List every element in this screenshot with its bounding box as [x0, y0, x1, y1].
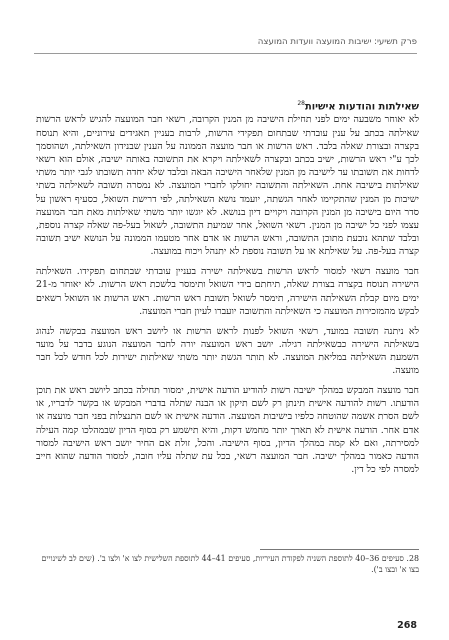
- paragraph-personal-statement: חבר מועצה המבקש במהלך ישיבה רשות להודיע הודעה אישית, ימסור תחילה בכתב ליושב ראש את תוכן הודעתו. רשות להודעה אישית תינתן רק לשם תיקון או הבנה שתלה בדברי המבקש או בקשר לדבריו, או לשם הסרת אשמה שהוטחה כלפיו בישיבות המועצה. הודעה אישית או לשם התנצלות בפני חבר מועצה או אדם אחר. הודעה אישית לא תארך יותר מחמש דקות, והיא תישמע רק בסוף הדיון שבמהלכו קמה העילה למסירתה, ואם לא קמה במהלך הדיון, בסוף הישיבה. והכל, זולת אם החיר יושב ראש הישיבה למסור הודעה כאמור במהלך ישיבה. חבר המועצה רשאי, בכל עת שתלה עליו חובה, למסור הודעה שהוא חייב למסרה לפי כל דין.: [36, 384, 419, 476]
- page-number: 268: [397, 620, 417, 631]
- header-rule: [34, 53, 417, 54]
- section-title-text: שאילתות והודעות אישיות: [304, 101, 419, 113]
- paragraph-no-answer: לא ניתנה תשובה במועד, רשאי השואל לפנות לראש הרשות או ליושב ראש המועצה בבקשה לנהוג בשאילתה הישירה כבשאילתה רגילה. יושב ראש המועצה יורה לחבר המועצה הנוגע בדבר על מועד השמעת השאילתה במליאת המועצה. לא תותר הגשת יותר משתי שאילתות ישירות לכל חודש לכל חבר מועצה.: [36, 325, 419, 377]
- page-body: [36, 97, 419, 476]
- footnote-rule: [260, 549, 419, 550]
- footnote-text: סעיפים 36–40 לתוספת השניה לפקודת העיריות, סעיפים 41–44 לתוספת השלישית לצו א' ולצו ב'. (שים לב לשינויים בצו א' ובצו ב').: [41, 554, 419, 575]
- footnote-reference[interactable]: 28: [297, 100, 305, 107]
- running-header: פרק תשיעי: ישיבות המועצה וועדות המועצה: [257, 37, 417, 47]
- section-title: [36, 97, 419, 113]
- footnote-number: 28: [408, 554, 419, 563]
- footnote: 28. סעיפים 36–40 לתוספת השניה לפקודת העיריות, סעיפים 41–44 לתוספת השלישית לצו א' ולצו ב'. (שים לב לשינויים בצו א' ובצו ב').: [41, 554, 419, 575]
- paragraph-questions: לא יאוחר משבעה ימים לפני תחילת הישיבה מן המנין הקרובה, רשאי חבר המועצה להגיש לראש הרשות שאילתה בכתב על ענין עובדתי שבתחום תפקידי הרשות, לרבות בעניין תאגידים עירוניים, והיא תנוסח בקצרה ובצורת שאלה בלבד. ראש הרשות או חבר מועצה הממונה על הענין שבנידון השאילתה, ושהוסמך לכך ע"י ראש הרשות, ישיב בכתב ובקצרה לשאילתה ויקרא את התשובה באותה ישיבה, אולם הוא רשאי לדחות את תשובתו עד לישיבה מן המנין שלאחר הישיבה הבאה ובלבד שלא יחדה תשובתו לגבי יותר משתי שאילתות בישיבה אחת. השאילתה והתשובה יחולקו לחברי המועצה. לא נמסרה תשובה לשאילתה בשתי ישיבות מן המנין שהתקיימו לאחר הגשתה, יועמד נושא השאילתה, לפי דרישת השואל, כסעיף ראשון על סדר היום בישיבה מן המנין הקרובה ויקויים דיון בנושא. לא יוגשו יותר משתי שאילתות מאת חבר המועצה עצמו לפני כל ישיבה מן המנין. רשאי השואל, אחר שמיעת התשובה, לשאול בעל-פה שאלה קצרה נוספת, ובלבד שתהא נובעת מתוכן התשובה, וראש הרשות או אדם אחר מטעמו הממונה על הנושא ישיב תשובה קצרה בעל-פה. על שאילתא או על תשובה נוספת לא יתנהל ויכוח במועצה.: [36, 114, 419, 258]
- paragraph-direct-question: חבר מועצה רשאי למסור לראש הרשות בשאילתה ישירה בעניין עובדתי שבתחום תפקידו. השאילתה הישירה תנוסח בקצרה בצורת שאלה, תיחתם בידי השואל ותימסר בלשכת ראש הרשות. לא יאוחר מ-21 ימים מיום קבלת השאילתה הישירה, תימסר לשואל תשובת ראש הרשות. ראש הרשות או השואל רשאים לבקש מהמזכירות המועצה כי השאילתה והתשובה יועברו לעיון חברי המועצה.: [36, 266, 419, 317]
